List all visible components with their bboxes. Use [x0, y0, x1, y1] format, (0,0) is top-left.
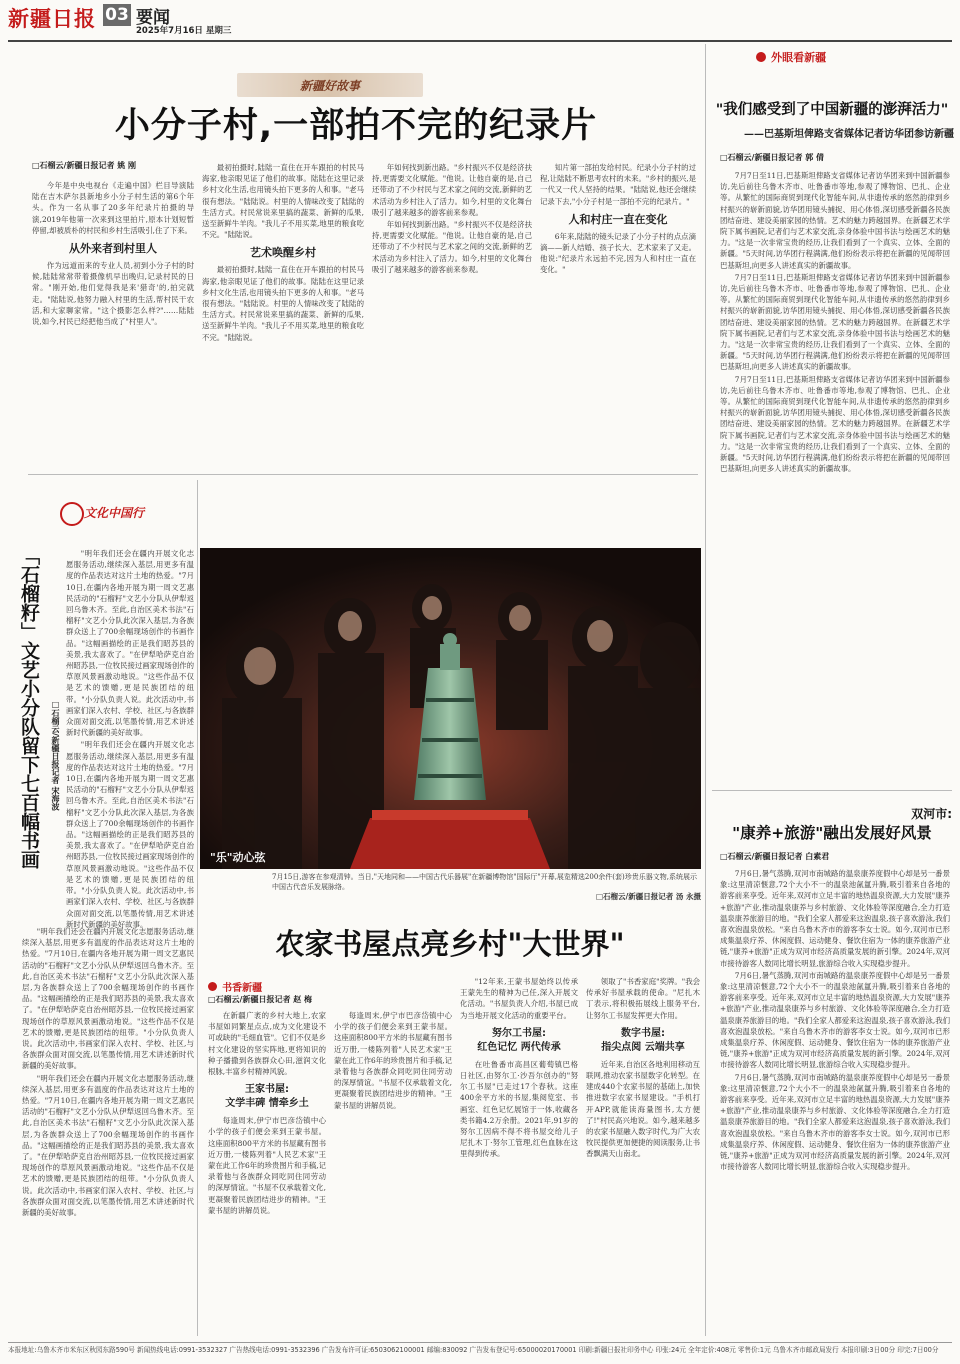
side-subheadline: ——巴基斯坦俾路支省媒体记者访华团参访新疆	[744, 129, 954, 140]
section-title: 要闻	[136, 8, 170, 28]
books-column-4	[586, 976, 700, 1336]
shiliuzi-byline: □石榴云/新疆日报记者 宋海波	[51, 700, 60, 811]
shuanghe-body	[720, 868, 950, 1336]
books-tag	[208, 976, 262, 995]
books-subhead-1: 王家书屋: 文学丰碑 情牵乡土	[225, 1084, 309, 1110]
shiliuzi-body-text-2: "明年我们还会在疆内开展文化志愿服务活动,继续深入基层,用更多有温度的作品表达对这片土地的热爱。"7月10日,在疆内各地开展为期一周文艺惠民活动的"石榴籽"文艺小分队从伊犁返回乌鲁木齐。至此,自治区美术书法"石榴籽"文艺小分队此次深入基层,为各族群众送上了700余幅现场创作的书画作品。"这幅画描绘的正是我们昭苏县的美景,我太喜欢了。"在伊犁哈萨克自治州昭苏县,一位牧民接过画家现场创作的草原风景画激动地说。"这些作品不仅是艺术的馈赠,更是民族团结的纽带。"小分队负责人说。此次活动中,书画家们深入农村、学校、社区,与各族群众面对面交流,以笔墨传情,用艺术讲述新时代新疆的美好故事。	[66, 740, 194, 929]
lead-column-2	[202, 162, 364, 468]
books-headline: 农家书屋点亮乡村"大世界"	[275, 927, 625, 961]
books-body-1: 每逢周末,伊宁市巴彦岱镇中心小学的孩子们便会来到王蒙书屋。这座面积800平方米的书屋藏有图书近万册,一楼陈列着"人民艺术家"王蒙在此工作6年的珍贵图片和手稿,记录着他与各族群众同吃同住同劳动的深厚情谊。"书屋不仅承载着文化,更凝聚着民族团结进步的精神。"王蒙书屋的讲解员说。	[208, 1116, 326, 1215]
page-number: 03	[103, 4, 131, 26]
shuanghe-body-text-2: 7月6日,暑气蒸腾,双河市南城路的温泉康养度假中心却是另一番景象:这里清凉惬意,72个大小不一的温泉池氤氲升腾,吸引着来自各地的游客前来享受。近年来,双河市立足丰富的地热温泉资源,大力发展"康养+旅游"产业,推动温泉康养与乡村旅游、文化体验等深度融合,全力打造温泉康养旅游目的地。"我们全家人都爱来这泡温泉,孩子喜欢游泳,我们喜欢泡温泉放松。"来自乌鲁木齐市的游客李女士说。如今,双河市已形成集温泉疗养、休闲度假、运动健身、餐饮住宿为一体的康养旅游产业链,"康养+旅游"正成为双河市经济高质量发展的新引擎。2024年,双河市接待游客人数同比增长明显,旅游综合收入实现稳步提升。	[720, 970, 950, 1070]
side-body	[720, 170, 950, 682]
shiliuzi-headline: 「石榴籽」文艺小分队留下七百幅书画	[18, 546, 40, 869]
photo-caption-text: 7月15日,游客在参观清钟。当日,"天地同和——中国古代乐器展"在新疆博物馆"国际厅"开幕,展览精选200余件(套)珍贵乐器文物,系统展示中国古代音乐发展脉络。	[272, 873, 697, 891]
lead-subhead-3: 人和村庄一直在变化	[568, 212, 668, 226]
lead-byline: □石榴云/新疆日报记者 姚 刚	[32, 161, 137, 170]
shiliuzi-body-text-3: "明年我们还会在疆内开展文化志愿服务活动,继续深入基层,用更多有温度的作品表达对这片土地的热爱。"7月10日,在疆内各地开展为期一周文艺惠民活动的"石榴籽"文艺小分队从伊犁返回乌鲁木齐。至此,自治区美术书法"石榴籽"文艺小分队此次深入基层,为各族群众送上了700余幅现场创作的书画作品。"这幅画描绘的正是我们昭苏县的美景,我太喜欢了。"在伊犁哈萨克自治州昭苏县,一位牧民接过画家现场创作的草原风景画激动地说。"这些作品不仅是艺术的馈赠,更是民族团结的纽带。"小分队负责人说。此次活动中,书画家们深入农村、学校、社区,与各族群众面对面交流,以笔墨传情,用艺术讲述新时代新疆的美好故事。	[22, 927, 194, 1071]
books-body-1b: 每逢周末,伊宁市巴彦岱镇中心小学的孩子们便会来到王蒙书屋。这座面积800平方米的书屋藏有图书近万册,一楼陈列着"人民艺术家"王蒙在此工作6年的珍贵图片和手稿,记录着他与各族群众同吃同住同劳动的深厚情谊。"书屋不仅承载着文化,更凝聚着民族团结进步的精神。"王蒙书屋的讲解员说。	[334, 1011, 452, 1110]
divider-left-column	[197, 480, 198, 1336]
books-column-1	[208, 1010, 326, 1336]
lead-subhead-2: 艺术唤醒乡村	[250, 246, 316, 260]
books-tag-label: 书香新疆	[222, 983, 263, 994]
photo-caption	[200, 872, 701, 902]
side-body-text: 7月7日至11日,巴基斯坦俾路支省媒体记者访华团来到中国新疆参访,先后前往乌鲁木齐市、吐鲁番市等地,参观了博物馆、巴扎、企业等。从繁忙的国际商贸到现代化智能车间,从非遗传承的悠然韵律到乡村振兴的崭新面貌,访华团用镜头捕捉、用心体悟,深切感受新疆各民族团结奋进、建设美丽家园的热情。艺术的魅力跨越国界。在新疆艺术学院下属书画院,记者们与艺术家交流,亲身体验中国书法与绘画艺术的魅力。"这是一次非常宝贵的经历,让我们看到了一个真实、立体、全面的新疆。"5天时间,访华团行程满满,他们纷纷表示将把在新疆的见闻带回巴基斯坦,向更多人讲述真实的新疆故事。	[720, 171, 950, 270]
books-byline: □石榴云/新疆日报记者 赵 梅	[208, 995, 313, 1004]
divider-lead-bottom	[28, 474, 698, 475]
news-photo	[200, 548, 701, 869]
lead-intro: 今年是中央电视台《走遍中国》栏目导演陆陆在吉木萨尔县新地乡小分子村生活的第6个年头。作为一名从事了20多年纪录片拍摄的导演,2019年他第一次来到这里拍片,原本计划短暂停留,却被质朴的村民和乡村生活吸引,住了下来。	[32, 181, 194, 235]
header-rule	[8, 40, 952, 42]
side-headline: "我们感受到了中国新疆的澎湃活力"	[715, 102, 949, 118]
shuanghe-place: 双河市:	[911, 807, 952, 821]
lead-headline: 小分子村,一部拍不完的纪录片	[114, 106, 598, 146]
books-body-3: 领取了"书香家庭"奖牌。"我会传承好书屋承载的使命。"尼扎木丁表示,将积极拓展线上服务平台,让努尔工书屋发挥更大作用。	[586, 977, 700, 1020]
books-body-3b: 近年来,自治区各地利用移动互联网,推动农家书屋数字化转型。在建成440个农家书屋的基础上,加快推进数字农家书屋建设。"手机打开APP,就能读海量图书,太方便了!"村民高兴地说。如今,越来越多的农家书屋融入数字时代,为广大农牧民提供更加便捷的阅读服务,让书香飘满天山南北。	[586, 1059, 700, 1159]
lead-body-1: 作为远道而来的专业人员,初到小分子村的时候,陆陆常常带着摄像机早出晚归,记录村民的日常。"刚开始,他们觉得我是来'猎奇'的,拍完就走。"陆陆说,他努力融入村里的生活,帮村民干农活,和大家聊家常。"这个摄影怎么样?"……陆陆说,如今,村民已经把他当成了"村里人"。	[32, 261, 194, 327]
shuanghe-body-text-3: 7月6日,暑气蒸腾,双河市南城路的温泉康养度假中心却是另一番景象:这里清凉惬意,72个大小不一的温泉池氤氲升腾,吸引着来自各地的游客前来享受。近年来,双河市立足丰富的地热温泉资源,大力发展"康养+旅游"产业,推动温泉康养与乡村旅游、文化体验等深度融合,全力打造温泉康养旅游目的地。"我们全家人都爱来这泡温泉,孩子喜欢游泳,我们喜欢泡温泉放松。"来自乌鲁木齐市的游客李女士说。如今,双河市已形成集温泉疗养、休闲度假、运动健身、餐饮住宿为一体的康养旅游产业链,"康养+旅游"正成为双河市经济高质量发展的新引擎。2024年,双河市接待游客人数同比增长明显,旅游综合收入实现稳步提升。	[720, 1072, 950, 1172]
museum-visitors-image	[200, 548, 701, 869]
lead-column-3	[372, 162, 532, 468]
shiliuzi-banner-icon	[60, 502, 84, 526]
shuanghe-body-text: 7月6日,暑气蒸腾,双河市南城路的温泉康养度假中心却是另一番景象:这里清凉惬意,72个大小不一的温泉池氤氲升腾,吸引着来自各地的游客前来享受。近年来,双河市立足丰富的地热温泉资源,大力发展"康养+旅游"产业,推动温泉康养与乡村旅游、文化体验等深度融合,全力打造温泉康养旅游目的地。"我们全家人都爱来这泡温泉,孩子喜欢游泳,我们喜欢泡温泉放松。"来自乌鲁木齐市的游客李女士说。如今,双河市已形成集温泉疗养、休闲度假、运动健身、餐饮住宿为一体的康养旅游产业链,"康养+旅游"正成为双河市经济高质量发展的新引擎。2024年,双河市接待游客人数同比增长明显,旅游综合收入实现稳步提升。	[720, 869, 950, 968]
page-footer: 本报地址:乌鲁木齐市米东区秋园东路590号 新闻热线电话:0991-3532327 广告热线电话:0991-3532396 广告发布许可证:6503062100001 邮编:830092 广告发布登记号:65000020170001 印刷:新疆日报社印务中心 印张:24元 全年定价:408元 零售价:1元 乌鲁木齐市邮政局发行 本报印刷:3日00分 印完:7日00分	[8, 1342, 952, 1357]
shiliuzi-body-text: "明年我们还会在疆内开展文化志愿服务活动,继续深入基层,用更多有温度的作品表达对这片土地的热爱。"7月10日,在疆内各地开展为期一周文艺惠民活动的"石榴籽"文艺小分队从伊犁返回乌鲁木齐。至此,自治区美术书法"石榴籽"文艺小分队此次深入基层,为各族群众送上了700余幅现场创作的书画作品。"这幅画描绘的正是我们昭苏县的美景,我太喜欢了。"在伊犁哈萨克自治州昭苏县,一位牧民接过画家现场创作的草原风景画激动地说。"这些作品不仅是艺术的馈赠,更是民族团结的纽带。"小分队负责人说。此次活动中,书画家们深入农村、学校、社区,与各族群众面对面交流,以笔墨传情,用艺术讲述新时代新疆的美好故事。	[66, 549, 194, 738]
shiliuzi-banner-label: 文化中国行	[84, 506, 145, 520]
divider-shuanghe	[712, 790, 952, 791]
lead-body-4: 知片第一部拍发给村民。纪录小分子村的过程,让陆陆不断思考农村的未来。"乡村的振兴,是一代又一代人坚持的结果。"陆陆说,他还会继续记录下去,"小分子村是一部拍不完的纪录片。"	[540, 163, 696, 206]
shiliuzi-body-bottom	[22, 926, 194, 1336]
side-tag-icon	[756, 52, 766, 62]
books-body-2: "12年来,王蒙书屋始终以传承王蒙先生的精神为己任,深入开展文化活动。"书屋负责人介绍,书屋已成为当地开展文化活动的重要平台。	[460, 977, 578, 1020]
books-subhead-2: 努尔工书屋: 红色记忆 两代传承	[477, 1027, 561, 1053]
lead-banner-label: 新疆好故事	[299, 79, 360, 93]
photo-credit: □石榴云/新疆日报记者 汤 永摄	[595, 892, 701, 901]
photo-label: "乐"动心弦	[210, 851, 266, 864]
books-body-2b: 在吐鲁番市高昌区葡萄镇巴格日社区,由努尔工·沙吾尔创办的"努尔工书屋"已走过17个春秋。这座400余平方米的书屋,集阅览室、书画室、红色记忆展馆于一体,收藏各类书籍4.2万余册。2021年,91岁的努尔工因病不得不将书屋交给儿子尼扎木丁·努尔工管理,红色血脉在这里得到传承。	[460, 1059, 578, 1159]
shiliuzi-banner	[60, 498, 152, 526]
side-tag	[756, 46, 826, 65]
books-subhead-3: 数字书屋: 指尖点阅 云端共享	[601, 1027, 685, 1053]
books-column-2	[334, 1010, 452, 1336]
shiliuzi-body-top	[66, 548, 194, 929]
side-body-text-2: 7月7日至11日,巴基斯坦俾路支省媒体记者访华团来到中国新疆参访,先后前往乌鲁木齐市、吐鲁番市等地,参观了博物馆、巴扎、企业等。从繁忙的国际商贸到现代化智能车间,从非遗传承的悠然韵律到乡村振兴的崭新面貌,访华团用镜头捕捉、用心体悟,深切感受新疆各民族团结奋进、建设美丽家园的热情。艺术的魅力跨越国界。在新疆艺术学院下属书画院,记者们与艺术家交流,亲身体验中国书法与绘画艺术的魅力。"这是一次非常宝贵的经历,让我们看到了一个真实、立体、全面的新疆。"5天时间,访华团行程满满,他们纷纷表示将把在新疆的见闻带回巴基斯坦,向更多人讲述真实的新疆故事。	[720, 272, 950, 372]
lead-body-2: 最初拍摄时,陆陆一直住在开车跟拍的村民马海家,他亲眼见证了他们的故事。陆陆在这里记录乡村文化生活,也用镜头拍下更多的人和事。"老马很有想法。"陆陆说。村里的人情味改变了陆陆的生活方式。村民常说来里搞的蔬菜、新鲜的瓜果,送至新鲜牛羊肉。"我儿子不用买菜,地里的粮食吃不完。"陆陆说。	[202, 163, 364, 240]
lead-body-2b: 最初拍摄时,陆陆一直住在开车跟拍的村民马海家,他亲眼见证了他们的故事。陆陆在这里记录乡村文化生活,也用镜头拍下更多的人和事。"老马很有想法。"陆陆说。村里的人情味改变了陆陆的生活方式。村民常说来里搞的蔬菜、新鲜的瓜果,送至新鲜牛羊肉。"我儿子不用买菜,地里的粮食吃不完。"陆陆说。	[202, 265, 364, 342]
shuanghe-byline: □石榴云/新疆日报记者 白素君	[720, 852, 830, 861]
masthead	[0, 0, 960, 44]
shiliuzi-body-text-4: "明年我们还会在疆内开展文化志愿服务活动,继续深入基层,用更多有温度的作品表达对这片土地的热爱。"7月10日,在疆内各地开展为期一周文艺惠民活动的"石榴籽"文艺小分队从伊犁返回乌鲁木齐。至此,自治区美术书法"石榴籽"文艺小分队此次深入基层,为各族群众送上了700余幅现场创作的书画作品。"这幅画描绘的正是我们昭苏县的美景,我太喜欢了。"在伊犁哈萨克自治州昭苏县,一位牧民接过画家现场创作的草原风景画激动地说。"这些作品不仅是艺术的馈赠,更是民族团结的纽带。"小分队负责人说。此次活动中,书画家们深入农村、学校、社区,与各族群众面对面交流,以笔墨传情,用艺术讲述新时代新疆的美好故事。	[22, 1073, 194, 1218]
lead-subhead-1: 从外来者到村里人	[69, 242, 157, 256]
lead-column-4	[540, 162, 696, 468]
divider-right-column	[705, 44, 706, 1336]
side-byline: □石榴云/新疆日报记者 郭 倩	[720, 153, 825, 162]
lead-banner	[237, 73, 423, 97]
issue-date: 2025年7月16日 星期三	[136, 26, 232, 36]
lead-body-3b: 年如何找到新出路。"乡村振兴不仅是经济扶持,更需要文化赋能。"他说。让他自豪的是,自己还带动了不少村民与艺术家之间的交流,新鲜的艺术活动为乡村注入了活力。如今,村里的文化舞台吸引了越来越多的游客前来参观。	[372, 220, 532, 274]
books-column-3	[460, 976, 578, 1336]
books-intro: 在新疆广袤的乡村大地上,农家书屋如同繁星点点,成为文化建设不可或缺的"毛细血管"。它们不仅是乡村文化建设的坚实阵地,更将知识的种子播撒到各族群众心田,滋润文化根脉,丰富乡村精神风貌。	[208, 1011, 326, 1077]
lead-body-3: 年如何找到新出路。"乡村振兴不仅是经济扶持,更需要文化赋能。"他说。让他自豪的是,自己还带动了不少村民与艺术家之间的交流,新鲜的艺术活动为乡村注入了活力。如今,村里的文化舞台吸引了越来越多的游客前来参观。	[372, 163, 532, 217]
shuanghe-headline: "康养+旅游"融出发展好风景	[732, 824, 932, 842]
side-tag-label: 外眼看新疆	[771, 51, 827, 64]
books-tag-icon	[208, 982, 217, 991]
newspaper-logo: 新疆日报	[8, 6, 96, 31]
side-body-text-3: 7月7日至11日,巴基斯坦俾路支省媒体记者访华团来到中国新疆参访,先后前往乌鲁木齐市、吐鲁番市等地,参观了博物馆、巴扎、企业等。从繁忙的国际商贸到现代化智能车间,从非遗传承的悠然韵律到乡村振兴的崭新面貌,访华团用镜头捕捉、用心体悟,深切感受新疆各民族团结奋进、建设美丽家园的热情。艺术的魅力跨越国界。在新疆艺术学院下属书画院,记者们与艺术家交流,亲身体验中国书法与绘画艺术的魅力。"这是一次非常宝贵的经历,让我们看到了一个真实、立体、全面的新疆。"5天时间,访华团行程满满,他们纷纷表示将把在新疆的见闻带回巴基斯坦,向更多人讲述真实的新疆故事。	[720, 374, 950, 474]
lead-column-1	[32, 180, 194, 468]
lead-body-4b: 6年来,陆陆的镜头记录了小分子村的点点滴滴——新人结婚、孩子长大、艺术家来了又走。他说:"纪录片永远拍不完,因为人和村庄一直在变化。"	[540, 231, 696, 275]
